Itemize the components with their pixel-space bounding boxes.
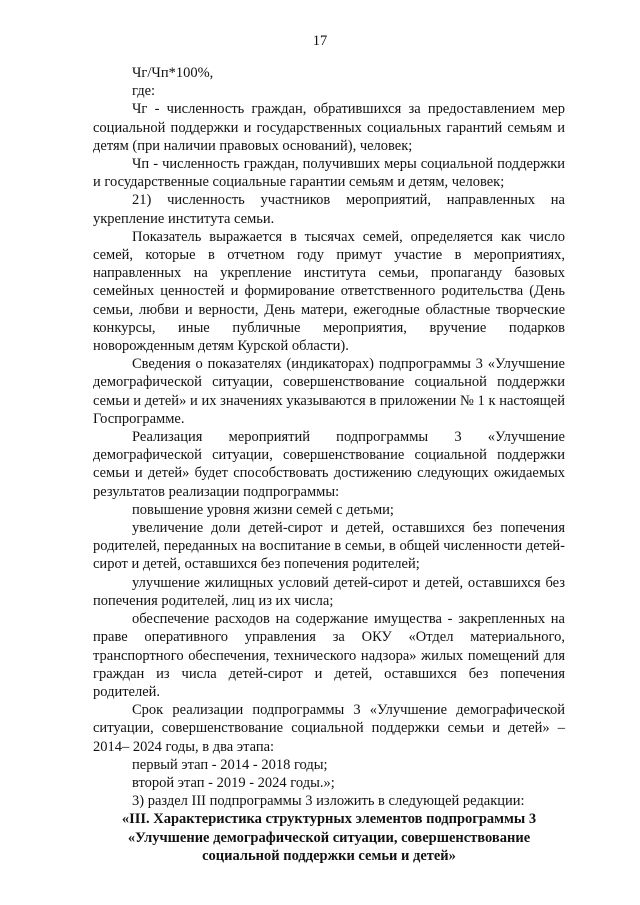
result-item: улучшение жилищных условий детей-сирот и детей, оставшихся без попечения родителей, лиц из их числа; [93,574,565,609]
page-number: 17 [312,33,328,49]
indicators-reference: Сведения о показателях (индикаторах) подпрограммы 3 «Улучшение демографической ситуации, совершенствование социальной поддержки семьи и детей» и их значениях указываются в приложении № 1 к настоящей Госпрограмме. [93,356,565,427]
definition-chg: Чг - численность граждан, обратившихся за предоставлением мер социальной поддержки и государственных социальных гарантий семьям и детям (при наличии правовых оснований), человек; [93,101,565,154]
implementation-period: Срок реализации подпрограммы 3 «Улучшение демографической ситуации, совершенствование социальной поддержки семьи и детей» – 2014– 2024 годы, в два этапа: [93,702,565,755]
formula: Чг/Чп*100%, [132,65,214,81]
stage-second: второй этап - 2019 - 2024 годы.»; [132,774,335,791]
indicator-description: Показатель выражается в тысячах семей, определяется как число семей, которые в отчетном году примут участие в мероприятиях, направленных на укрепление института семьи, пропаганду базовых семейных ценностей и формирование ответственного родительства (День семьи, любви и верности, День матери, ежегодные областные творческие конкурсы, иные публичные мероприятия, вручение подарков новорожденным детям Курской области). [93,228,565,355]
indicator-21: 21) численность участников мероприятий, направленных на укрепление института семьи. [93,192,565,227]
formula-where: где: [132,83,156,100]
expected-results-intro: Реализация мероприятий подпрограммы 3 «Улучшение демографической ситуации, совершенствование социальной поддержки семьи и детей» будет способствовать достижению следующих ожидаемых результатов реализации подпрограммы: [93,429,565,500]
result-item: обеспечение расходов на содержание имущества - закрепленных на праве оперативного управления за ОКУ «Отдел материального, транспортного обеспечения, технического надзора» жилых помещений для граждан из числа детей-сирот и детей, оставшихся без попечения родителей. [93,611,565,700]
result-item: повышение уровня жизни семей с детьми; [132,501,394,518]
amendment-instruction: 3) раздел III подпрограммы 3 изложить в следующей редакции: [132,793,525,810]
section-heading: «III. Характеристика структурных элементов подпрограммы 3 «Улучшение демографической ситуации, совершенствование социальной поддержки семьи и детей» [121,811,537,864]
document-body [93,64,565,865]
result-item: увеличение доли детей-сирот и детей, оставшихся без попечения родителей, переданных на воспитание в семьи, в общей численности детей-сирот и детей, оставшихся без попечения родителей; [93,520,565,573]
definition-chp: Чп - численность граждан, получивших меры социальной поддержки и государственные социальные гарантии семьям и детям, человек; [93,156,565,191]
stage-first: первый этап - 2014 - 2018 годы; [132,756,328,773]
